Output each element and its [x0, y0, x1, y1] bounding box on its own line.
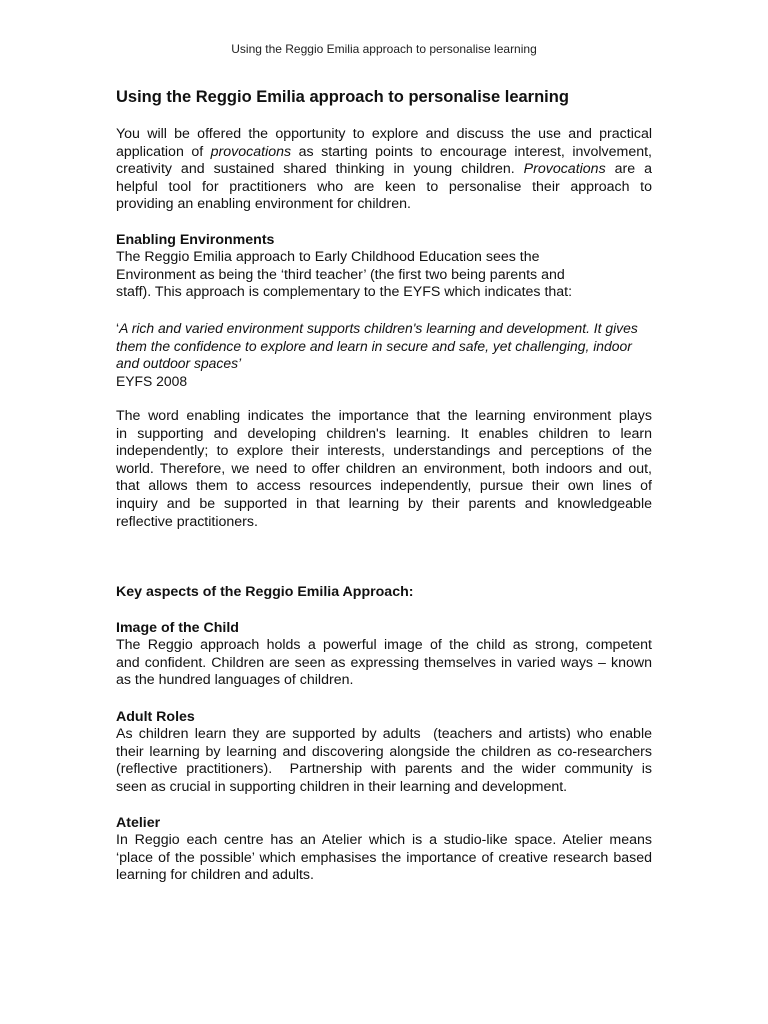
running-header: Using the Reggio Emilia approach to personalise learning: [231, 42, 537, 56]
adult-roles-paragraph: As children learn they are supported by adults (teachers and artists) who enable their learning by learning and discovering alongside the children as co-researchers (reflective practitioners). Partnership with parents and the wider community is seen as crucial in supporting children in their learning and development.: [116, 726, 652, 795]
citation: EYFS 2008: [116, 372, 188, 389]
image-of-child-paragraph: The Reggio approach holds a powerful image of the child as strong, competent and confident. Children are seen as expressing themselves in varied ways – known as the hundred languages of children.: [116, 637, 652, 689]
intro-line: You will be offered the opportunity to explore and discuss the use and practical: [116, 126, 652, 142]
subheading-image-of-child: Image of the Child: [116, 620, 239, 636]
intro-line: application of provocations as starting points to encourage interest, involvement,: [116, 143, 652, 160]
enabling-intro: The Reggio Emilia approach to Early Childhood Education sees the Environment as being the ‘third teacher’ (the first two being parents and staff). This approach is complementary to the EYFS which indicates that:: [116, 249, 573, 301]
provocations-emphasis: Provocations: [523, 161, 606, 178]
page-title: Using the Reggio Emilia approach to personalise learning: [116, 88, 569, 106]
section-heading-enabling-environments: Enabling Environments: [116, 232, 275, 248]
atelier-paragraph: In Reggio each centre has an Atelier which is a studio-like space. Atelier means ‘place of the possible’ which emphasises the importance of creative research based learning for children and adults.: [116, 832, 652, 884]
subheading-atelier: Atelier: [116, 815, 161, 831]
subheading-adult-roles: Adult Roles: [116, 709, 195, 725]
intro-line: creativity and sustained shared thinking in young children. Provocations are a: [116, 161, 652, 178]
enabling-paragraph: The word enabling indicates the importance that the learning environment plays in supporting and developing children's learning. It enables children to learn independently; to explore their interests, understandings and perceptions of the world. Therefore, we need to offer children an environment, both indoors and out, that allows them to access resources independently, pursue their own lines of inquiry and be supported in that learning by their parents and knowledgeable reflective practitioners.: [116, 408, 652, 530]
intro-paragraph: [116, 126, 652, 214]
eyfs-quote: ‘A rich and varied environment supports children's learning and development. It gives them the confidence to explore and learn in secure and safe, yet challenging, indoor and outdoor spaces’ EYFS 2008: [116, 320, 652, 390]
intro-line: helpful tool for practitioners who are keen to personalise their approach to: [116, 178, 652, 195]
section-heading-key-aspects: Key aspects of the Reggio Emilia Approach:: [116, 584, 414, 600]
provocations-emphasis: provocations: [210, 143, 292, 160]
intro-line: providing an enabling environment for children.: [116, 196, 411, 213]
